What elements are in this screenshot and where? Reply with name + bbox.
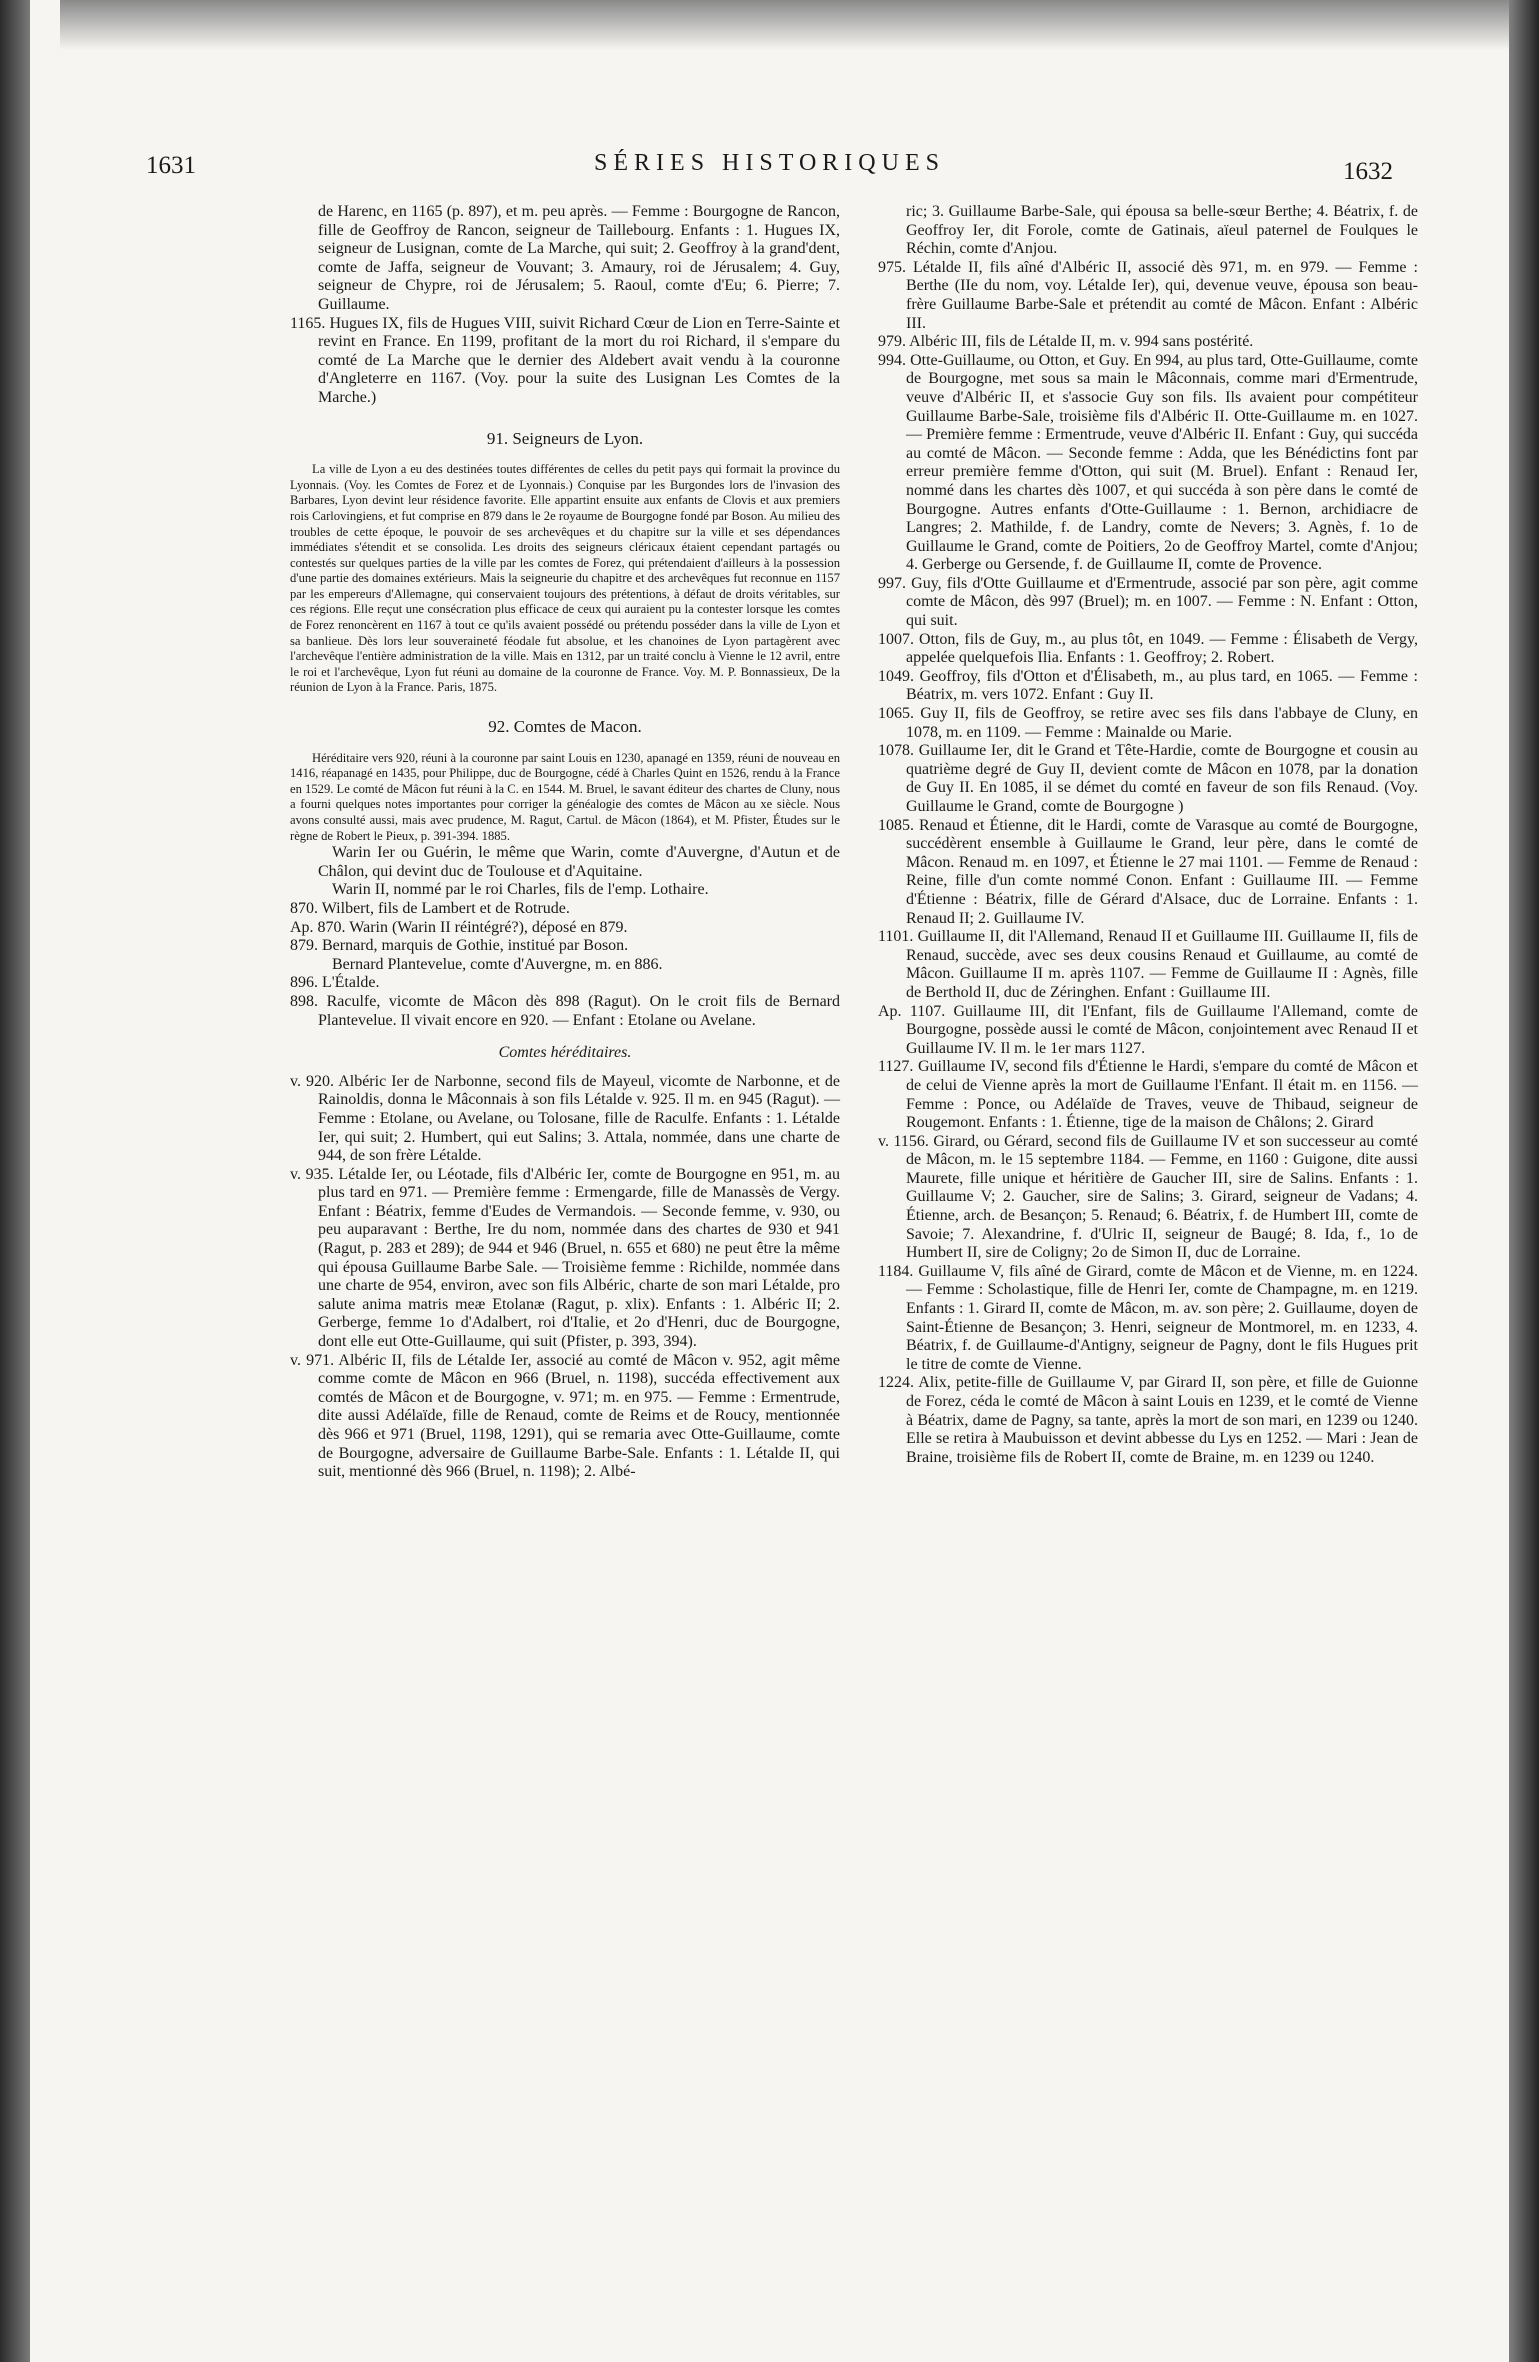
entry-warin-2: Warin II, nommé par le roi Charles, fils de l'emp. Lothaire. [332,881,709,899]
entry-1224: 1224. Alix, petite-fille de Guillaume V, par Girard II, son père, et fille de Guionne de Forez, céda le comté de Mâcon à saint Louis en 1239, et le comté de Vienne à Béatrix, dame de Pagny, sa tante, après la mort de son mari, en 1239 ou 1240. Elle se retira à Maubuisson et devint abbesse du Lys en 1252. — Mari : Jean de Braine, troisième fils de Robert II, comte de Braine, m. en 1239 ou 1240. [878,1374,1418,1466]
page-number-left: 1631 [146,152,196,179]
entry-warin-1: Warin Ier ou Guérin, le même que Warin, comte d'Auvergne, d'Autun et de Châlon, qui devint duc de Toulouse et d'Aquitaine. [318,844,840,880]
entry-continuation: de Harenc, en 1165 (p. 897), et m. peu après. — Femme : Bourgogne de Rancon, fille de Geoffroy de Rancon, seigneur de Taillebourg. Enfants : 1. Hugues IX, seigneur de Lusignan, comte de La Marche, qui suit; 2. Geoffroy à la grand'dent, comte de Jaffa, seigneur de Vouvant; 3. Amaury, roi de Jérusalem; 4. Guy, seigneur de Chypre, roi de Jérusalem; 5. Raoul, comte d'Eu; 6. Pierre; 7. Guillaume. [318,203,840,313]
running-title: SÉRIES HISTORIQUES [594,150,945,176]
entry-1085: 1085. Renaud et Étienne, dit le Hardi, comte de Varasque au comté de Bourgogne, succédèrent ensemble à Guillaume le Grand, leur père, dans le comté de Mâcon. Renaud m. en 1097, et Étienne le 27 mai 1101. — Femme de Renaud : Reine, fille d'un comte nommé Conon. Enfant : Guillaume III. — Femme d'Étienne : Béatrix, fille de Gérard d'Alsace, duc de Lorraine. Enfants : 1. Renaud II; 2. Guillaume IV. [878,816,1418,927]
entry-1184: 1184. Guillaume V, fils aîné de Girard, comte de Mâcon et de Vienne, m. en 1224. — Femme : Scholastique, fille de Henri Ier, comte de Champagne, m. en 1219. Enfants : 1. Girard II, comte de Mâcon, m. av. son père; 2. Guillaume, doyen de Saint-Étienne de Besançon; 3. Henri, seigneur de Montmorel, m. en 1233, 4. Béatrix, f. de Guillaume-d'Antigny, seigneur de Pagny, dont le fils Hugues prit le titre de comte de Vienne. [878,1262,1418,1373]
section-92-title: 92. Comtes de Macon. [488,717,642,737]
entry-v920: v. 920. Albéric Ier de Narbonne, second fils de Mayeul, vicomte de Narbonne, et de Rainoldis, donna le Mâconnais à son fils Létalde v. 925. Il m. en 945 (Ragut). — Femme : Etolane, ou Avelane, ou Tolosane, fille de Raculfe. Enfants : 1. Létalde Ier, qui suit; 2. Humbert, qui eut Salins; 3. Attala, nommée, dans une charte de 944, de son frère Létalde. [290,1072,840,1165]
entry-896: 896. L'Étalde. [290,974,380,992]
entry-1127: 1127. Guillaume IV, second fils d'Étienne le Hardi, s'empare du comté de Mâcon et de celui de Vienne après la mort de Guillaume l'Enfant. Il était m. en 1156. — Femme : Ponce, ou Adélaïde de Traves, veuve de Thibaud, seigneur de Rougemont. Enfants : 1. Étienne, tige de la maison de Châlons; 2. Girard [878,1058,1418,1132]
entry-v971: v. 971. Albéric II, fils de Létalde Ier, associé au comté de Mâcon v. 952, agit même comme comte de Mâcon en 966 (Bruel, n. 1198), succéda effectivement aux comtés de Mâcon et de Bourgogne, v. 971; m. en 975. — Femme : Ermentrude, dite aussi Adélaïde, fille de Renaud, comte de Reims et de Roucy, mentionnée dès 966 et 971 (Bruel, 1198, 1291), qui se remaria avec Otte-Guillaume, comte de Bourgogne, adversaire de Guillaume Barbe-Sale. Enfants : 1. Létalde II, qui suit, mentionné dès 966 (Bruel, n. 1198); 2. Albé- [290,1351,840,1481]
left-column [290,203,840,1482]
entry-879: 879. Bernard, marquis de Gothie, institué par Boson. [290,937,629,955]
entry-979: 979. Albéric III, fils de Létalde II, m. v. 994 sans postérité. [878,333,1254,351]
entry-994: 994. Otte-Guillaume, ou Otton, et Guy. En 994, au plus tard, Otte-Guillaume, comte de Bourgogne, met sous sa main le Mâconnais, comme mari d'Ermentrude, veuve d'Albéric II, et s'associe Guy son fils. Ils avaient pour compétiteur Guillaume Barbe-Sale, troisième fils d'Albéric II. Otte-Guillaume m. en 1027. — Première femme : Ermentrude, veuve d'Albéric II. Enfant : Guy, qui succéda au comté de Mâcon. — Seconde femme : Adda, que les Bénédictins font par erreur première femme d'Otton, qui suit (M. Bruel). Enfant : Renaud Ier, nommé dans les chartes dès 1007, et qui succéda à son père dans le comté de Bourgogne. Autres enfants d'Otte-Guillaume : 1. Bernon, archidiacre de Langres; 2. Mathilde, f. de Landry, comte de Nevers; 3. Agnès, f. 1o de Guillaume le Grand, comte de Poitiers, 2o de Geoffroy Martel, comte d'Anjou; 4. Gerberge ou Gersende, f. de Guillaume II, comte de Provence. [878,351,1418,574]
entry-1165: 1165. Hugues IX, fils de Hugues VIII, suivit Richard Cœur de Lion en Terre-Sainte et revint en France. En 1199, profitant de la mort du roi Richard, il s'empare du comté de La Marche que le dernier des Aldebert avait vendu à la couronne d'Angleterre en 1167. (Voy. pour la suite des Lusignan Les Comtes de la Marche.) [290,314,840,406]
scan-edge-left [0,0,30,2362]
entry-898: 898. Raculfe, vicomte de Mâcon dès 898 (Ragut). On le croit fils de Bernard Plantevelue. Il vivait encore en 920. — Enfant : Etolane ou Avelane. [290,992,840,1029]
entry-975: 975. Létalde II, fils aîné d'Albéric II, associé dès 971, m. en 979. — Femme : Berthe (IIe du nom, voy. Létalde Ier), qui, devenue veuve, épousa son beau-frère Guillaume Barbe-Sale et prétendit au comté de Mâcon. Enfant : Albéric III. [878,258,1418,332]
section-92-intro: Héréditaire vers 920, réuni à la couronne par saint Louis en 1230, apanagé en 1359, réuni de nouveau en 1416, réapanagé en 1435, pour Philippe, duc de Bourgogne, cédé à Charles Quint en 1526, rendu à la France en 1529. Le comté de Mâcon fut réuni à la C. en 1544. M. Bruel, le savant éditeur des chartes de Cluny, nous a fourni quelques notes importantes pour corriger la généalogie des comtes de Mâcon au xe siècle. Nous avons consulté aussi, mais avec prudence, M. Ragut, Cartul. de Mâcon (1864), et M. Pfister, Études sur le règne de Robert le Pieux, p. 391-394. 1885. [290,750,840,843]
entry-997: 997. Guy, fils d'Otte Guillaume et d'Ermentrude, associé par son père, agit comme comte de Mâcon, dès 997 (Bruel); m. en 1007. — Femme : N. Enfant : Otton, qui suit. [878,574,1418,630]
page-header [30,150,1509,190]
entry-ap-1107: Ap. 1107. Guillaume III, dit l'Enfant, fils de Guillaume l'Allemand, comte de Bourgogne, possède aussi le comté de Mâcon, conjointement avec Renaud II et Guillaume IV. Il m. le 1er mars 1127. [878,1002,1418,1057]
entry-v1156: v. 1156. Girard, ou Gérard, second fils de Guillaume IV et son successeur au comté de Mâcon, m. le 15 septembre 1184. — Femme, en 1160 : Guigone, dite aussi Maurete, fille unique et héritière de Gaucher III, sire de Salins. Enfants : 1. Guillaume V; 2. Gaucher, sire de Salins; 3. Girard, seigneur de Vadans; 4. Étienne, arch. de Besançon; 5. Renaud; 6. Béatrix, f. de Humbert III, comte de Savoie; 7. Alexandrine, f. d'Ulric II, seigneur de Baugé; 8. Ida, f., 1o de Humbert II, sire de Coligny; 2o de Simon II, duc de Lorraine. [878,1132,1418,1262]
entry-870: 870. Wilbert, fils de Lambert et de Rotrude. [290,899,570,917]
entry-ap-870: Ap. 870. Warin (Warin II réintégré?), déposé en 879. [290,918,628,936]
entry-continuation: ric; 3. Guillaume Barbe-Sale, qui épousa sa belle-sœur Berthe; 4. Béatrix, f. de Geoffroy Ier, dit Forole, comte de Gatinais, aïeul paternel de Foulques le Réchin, comte d'Anjou. [906,203,1418,258]
entry-1101: 1101. Guillaume II, dit l'Allemand, Renaud II et Guillaume III. Guillaume II, fils de Renaud, succède, avec ses deux cousins Renaud et Guillaume, au comté de Mâcon. Guillaume II m. après 1107. — Femme de Guillaume II : Agnès, fille de Berthold II, duc de Zéringhen. Enfant : Guillaume III. [878,928,1418,1001]
entry-1065: 1065. Guy II, fils de Geoffroy, se retire avec ses fils dans l'abbaye de Cluny, en 1078, m. en 1109. — Femme : Mainalde ou Marie. [878,705,1418,741]
entry-bernard-plantevelue: Bernard Plantevelue, comte d'Auvergne, m. en 886. [332,955,663,973]
entry-v935: v. 935. Létalde Ier, ou Léotade, fils d'Albéric Ier, comte de Bourgogne en 951, m. au plus tard en 971. — Première femme : Ermengarde, fille de Manassès de Vergy. Enfant : Béatrix, femme d'Eudes de Vermandois. — Seconde femme, v. 930, ou peu auparavant : Berthe, Ire du nom, nommée dans des chartes de 930 et 941 (Ragut, p. 283 et 289); de 944 et 946 (Bruel, n. 655 et 680) ne peut être la même qui épousa Guillaume Barbe Sale. — Troisième femme : Richilde, nommée dans une charte de 954, environ, avec son fils Albéric, charte de son mari Létalde, pro salute anima matris meæ Etolanæ (Ragut, p. xlix). Enfants : 1. Albéric II; 2. Gerberge, femme 1o d'Adalbert, roi d'Italie, et 2o d'Henri, duc de Bourgogne, dont elle eut Otte-Guillaume, qui suit (Pfister, p. 393, 394). [290,1165,840,1351]
entry-1049: 1049. Geoffroy, fils d'Otton et d'Élisabeth, m., au plus tard, en 1065. — Femme : Béatrix, m. vers 1072. Enfant : Guy II. [878,667,1418,704]
scan-edge-right [1509,0,1539,2362]
section-91-intro: La ville de Lyon a eu des destinées toutes différentes de celles du petit pays qui formait la province du Lyonnais. (Voy. les Comtes de Forez et de Lyonnais.) Conquise par les Burgondes lors de l'invasion des Barbares, Lyon devint leur résidence favorite. Elle appartint ensuite aux enfants de Clovis et aux premiers rois Carlovingiens, et fut comprise en 879 dans le 2e royaume de Bourgogne fondé par Boson. Au milieu des troubles de cette époque, le pouvoir de ses archevêques et du chapitre sur la ville et ses dépendances immédiates s'étendit et se consolida. Les droits des seigneurs cléricaux étaient cependant partagés ou contestés sur quelques parties de la ville par les comtes de Forez, qui prétendaient d'ailleurs à la possession d'une partie des domaines extérieurs. Mais la seigneurie du chapitre et des archevêques fut reconnue en 1157 par les empereurs d'Allemagne, qui conservaient toujours des prétentions, à défaut de droits véritables, sur ces régions. Elle reçut une consécration plus efficace de ceux qui auraient pu la contester lorsque les comtes de Forez renoncèrent en 1167 à tout ce qu'ils avaient possédé ou prétendu posséder dans la ville de Lyon et sa banlieue. Dès lors leur souveraineté féodale fut absolue, et les chanoines de Lyon partagèrent avec l'archevêque l'entière administration de la ville. Mais en 1312, par un traité conclu à Vienne le 12 avril, entre le roi et l'archevêque, Lyon fut réuni au domaine de la couronne de France. Voy. M. P. Bonnassieux, De la réunion de Lyon à la France. Paris, 1875. [290,462,840,695]
right-column [878,203,1418,1467]
book-page [30,0,1509,2362]
scan-shadow-top [60,0,1509,50]
entry-1078: 1078. Guillaume Ier, dit le Grand et Tête-Hardie, comte de Bourgogne et cousin au quatrième degré de Guy II, devient comte de Mâcon en 1078, par la donation de Guy II. En 1085, il se démet du comté en faveur de son fils Renaud. (Voy. Guillaume le Grand, comte de Bourgogne ) [878,742,1418,815]
entry-1007: 1007. Otton, fils de Guy, m., au plus tôt, en 1049. — Femme : Élisabeth de Vergy, appelée quelquefois Ilia. Enfants : 1. Geoffroy; 2. Robert. [878,630,1418,667]
section-91-title: 91. Seigneurs de Lyon. [486,428,644,448]
page-number-right: 1632 [1343,158,1393,185]
subsection-title: Comtes héréditaires. [498,1044,632,1062]
